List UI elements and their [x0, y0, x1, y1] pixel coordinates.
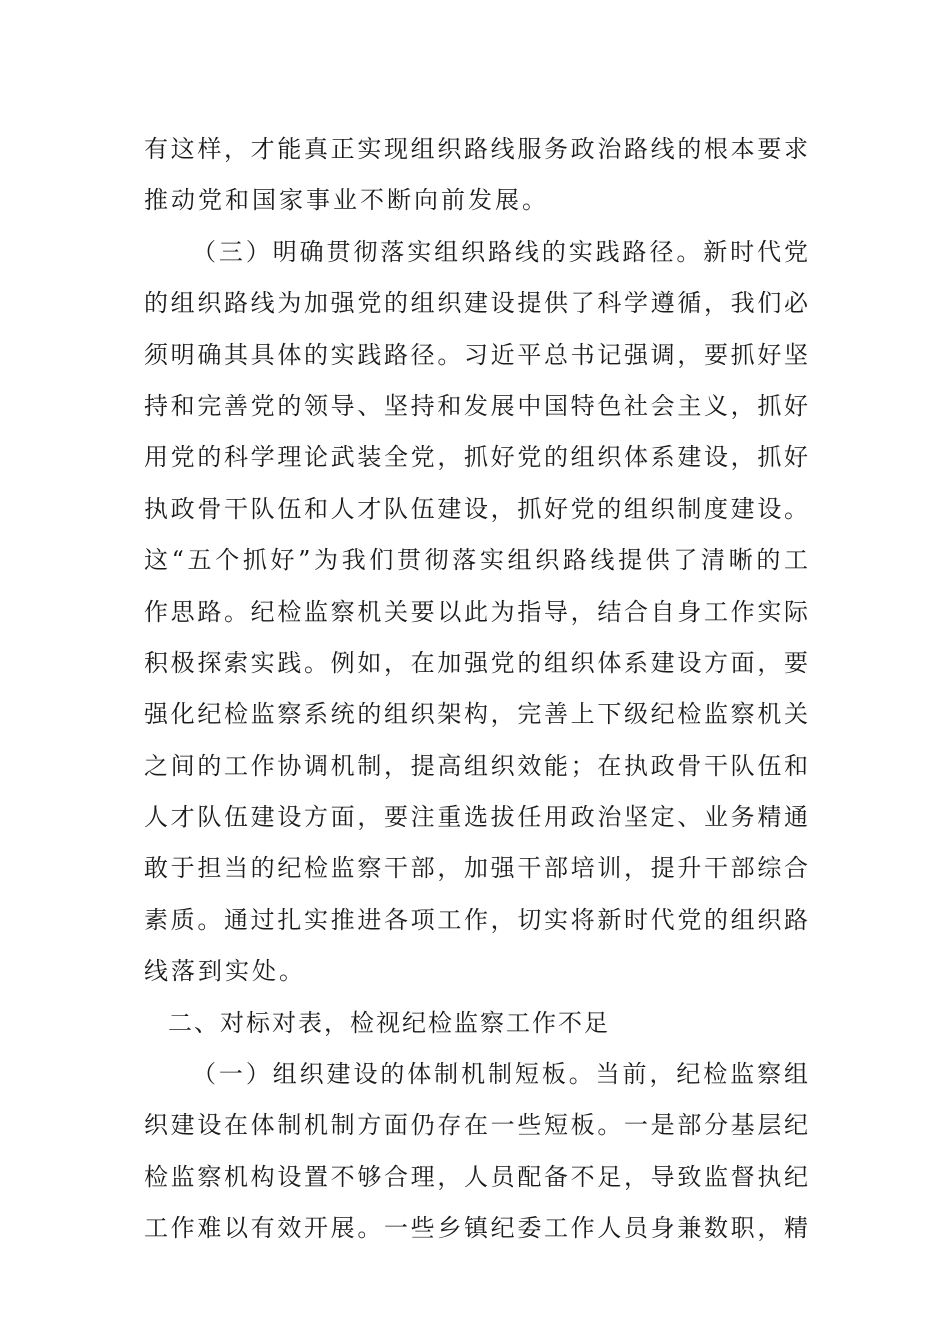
section-heading: 二、对标对表，检视纪检监察工作不足 [168, 1008, 610, 1037]
text-line: 用党的科学理论武装全党，抓好党的组织体系建设，抓好 [144, 443, 808, 472]
document-body [144, 124, 808, 1255]
subsection-heading-line: （一）组织建设的体制机制短板。当前，纪检监察组 [192, 1060, 808, 1089]
text-line: 的组织路线为加强党的组织建设提供了科学遵循，我们必 [144, 289, 808, 318]
text-line: 持和完善党的领导、坚持和发展中国特色社会主义，抓好 [144, 391, 808, 420]
text-line: 人才队伍建设方面，要注重选拔任用政治坚定、业务精通 [144, 803, 808, 832]
text-line: 敢于担当的纪检监察干部，加强干部培训，提升干部综合 [144, 854, 808, 883]
subsection-heading-line: （三）明确贯彻落实组织路线的实践路径。新时代党 [192, 237, 808, 266]
text-line: 有这样，才能真正实现组织路线服务政治路线的根本要求 [144, 135, 808, 163]
text-line: 须明确其具体的实践路径。习近平总书记强调，要抓好坚 [144, 340, 808, 369]
text-line: 织建设在体制机制方面仍存在一些短板。一是部分基层纪 [144, 1111, 808, 1140]
text-line: 工作难以有效开展。一些乡镇纪委工作人员身兼数职，精 [144, 1214, 808, 1243]
text-line: 作思路。纪检监察机关要以此为指导，结合自身工作实际 [144, 597, 808, 626]
text-line: 执政骨干队伍和人才队伍建设，抓好党的组织制度建设。 [144, 494, 808, 523]
text-line: 强化纪检监察系统的组织架构，完善上下级纪检监察机关 [144, 700, 808, 729]
text-line: 之间的工作协调机制，提高组织效能；在执政骨干队伍和 [144, 751, 808, 780]
text-line: 线落到实处。 [144, 957, 306, 986]
text-line: 推动党和国家事业不断向前发展。 [144, 186, 549, 215]
text-line: 素质。通过扎实推进各项工作，切实将新时代党的组织路 [144, 905, 808, 934]
text-line: 这“五个抓好”为我们贯彻落实组织路线提供了清晰的工 [144, 546, 808, 575]
text-line: 检监察机构设置不够合理，人员配备不足，导致监督执纪 [144, 1162, 808, 1191]
text-line: 积极探索实践。例如，在加强党的组织体系建设方面，要 [144, 648, 808, 677]
